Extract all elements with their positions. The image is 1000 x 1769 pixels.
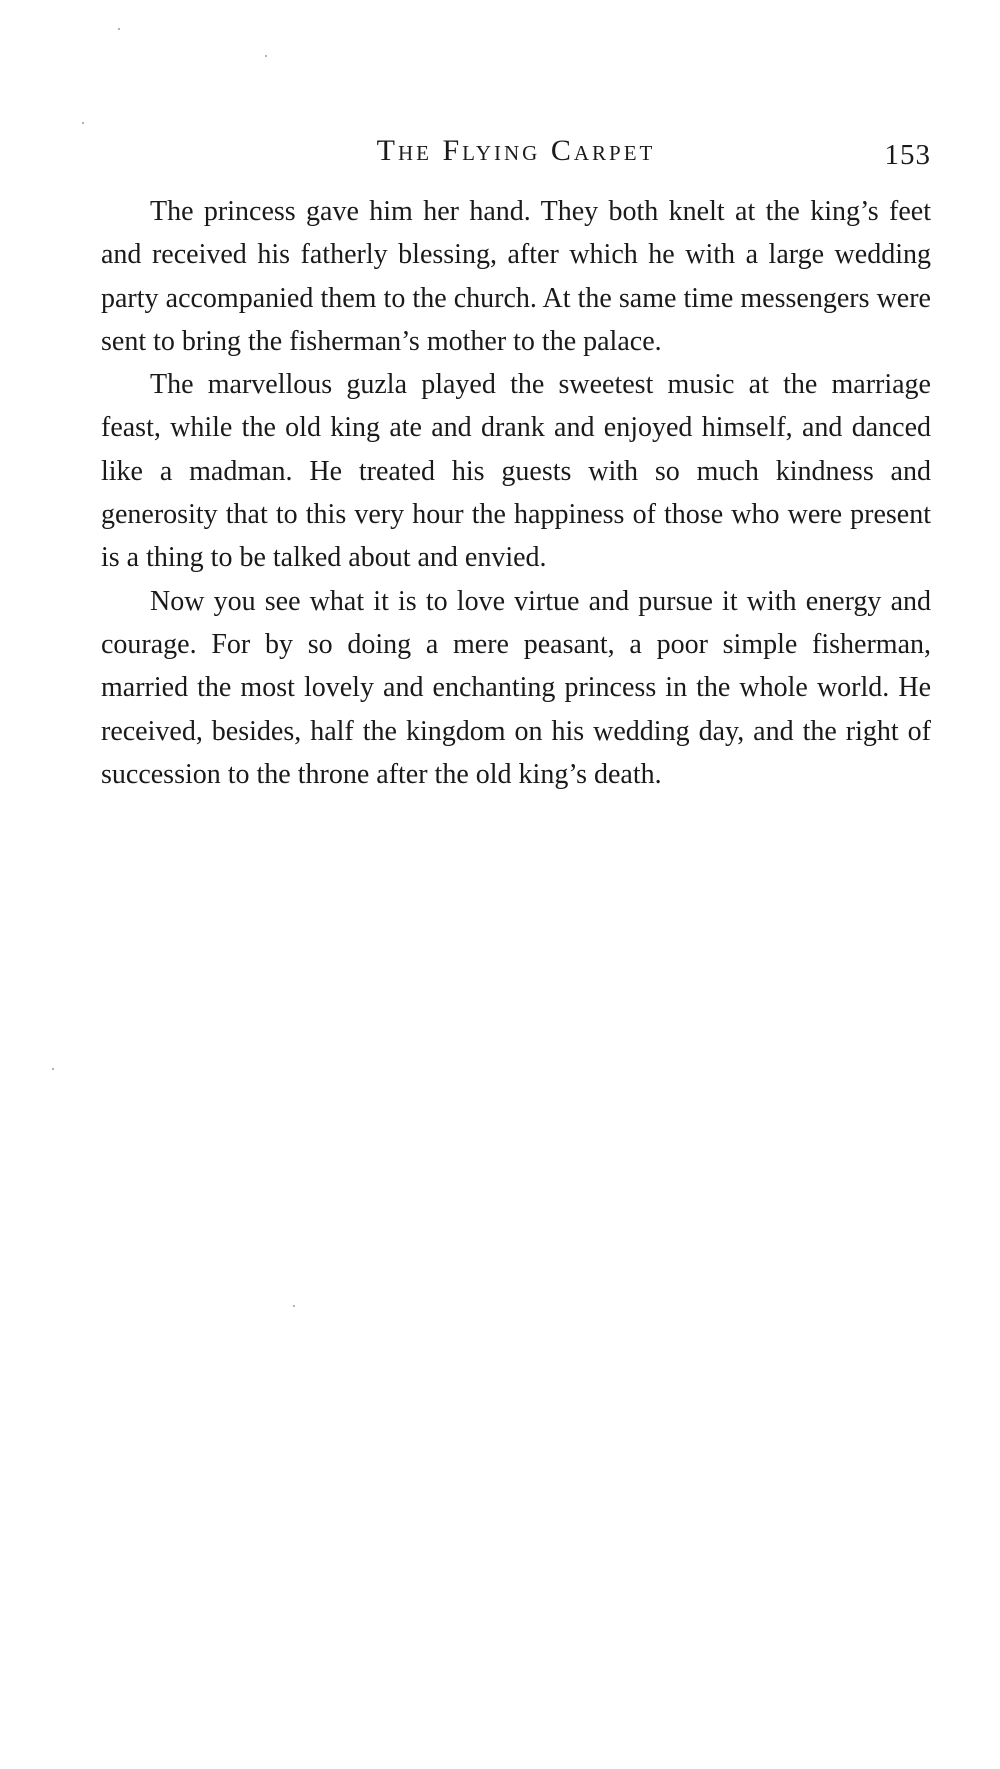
paragraph: The princess gave him her hand. They both knelt at the king’s feet and received his fatherly blessing, after which he with a large wedding party accompanied them to the church. At the same time messengers were sent to bring the fisherman’s mother to the palace.: [101, 196, 931, 357]
paragraph: The marvellous guzla played the sweetest music at the marriage feast, while the old king ate and drank and enjoyed himself, and danced like a madman. He treated his guests with so much kindness and generosity that to this very hour the happiness of those who were present is a thing to be talked about and envied.: [101, 369, 931, 574]
scan-speck: [52, 1068, 54, 1070]
scan-speck: [82, 122, 84, 124]
scan-speck: [118, 28, 120, 30]
scan-speck: [293, 1305, 295, 1307]
running-head: [101, 131, 931, 171]
scan-speck: [265, 55, 267, 57]
paragraph: Now you see what it is to love virtue and pursue it with energy and courage. For by so doing a mere peasant, a poor simple fisherman, married the most lovely and enchanting princess in the whole world. He received, besides, half the kingdom on his wedding day, and the right of succession to the throne after the old king’s death.: [101, 585, 931, 790]
body-text: [101, 190, 931, 796]
page-number: 153: [884, 139, 931, 171]
running-title: The Flying Carpet: [376, 134, 656, 167]
